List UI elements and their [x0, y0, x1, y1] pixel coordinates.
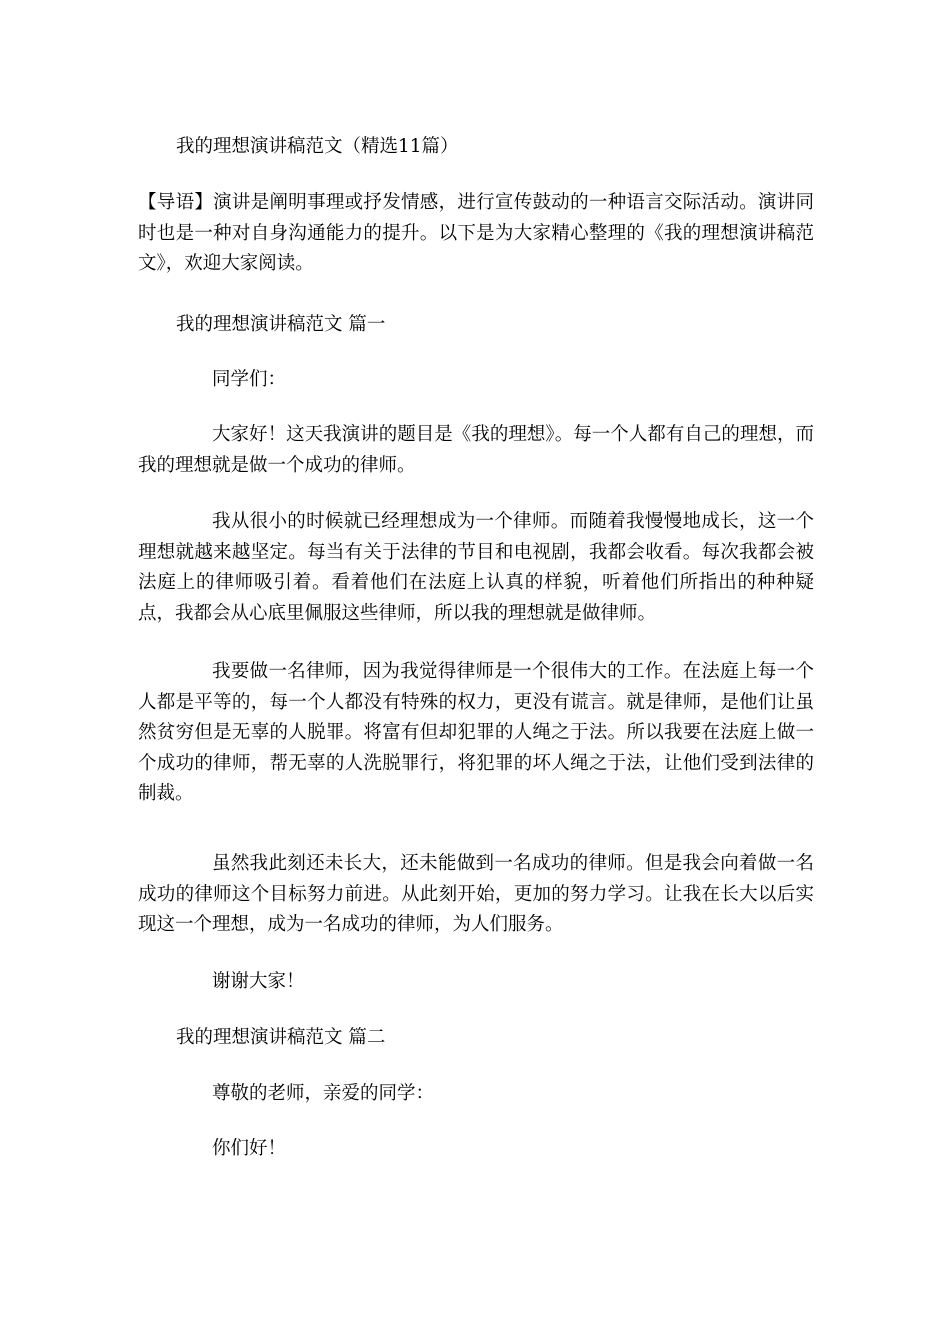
document-title: 我的理想演讲稿范文（精选11篇）: [176, 136, 459, 157]
body-paragraph: 大家好！这天我演讲的题目是《我的理想》。每一个人都有自己的理想，而我的理想就是做一个成功的律师。: [138, 424, 814, 476]
section-heading-2: 我的理想演讲稿范文 篇二: [176, 1027, 386, 1048]
salutation-1: 同学们：: [212, 369, 287, 390]
body-paragraph: 我从很小的时候就已经理想成为一个律师。而随着我慢慢地成长，这一个理想就越来越坚定。每当有关于法律的节目和电视剧，我都会收看。每次我都会被法庭上的律师吸引着。看着他们在法庭上认真的样貌，听着他们所指出的种种疑点，我都会从心底里佩服这些律师，所以我的理想就是做律师。: [138, 511, 814, 624]
body-paragraph: 虽然我此刻还未长大，还未能做到一名成功的律师。但是我会向着做一名成功的律师这个目标努力前进。从此刻开始，更加的努力学习。让我在长大以后实现这一个理想，成为一名成功的律师，为人们服务。: [138, 853, 814, 935]
intro-paragraph: 【导语】演讲是阐明事理或抒发情感，进行宣传鼓动的一种语言交际活动。演讲同时也是一种对自身沟通能力的提升。以下是为大家精心整理的《我的理想演讲稿范文》，欢迎大家阅读。: [138, 192, 814, 274]
body-paragraph: 我要做一名律师，因为我觉得律师是一个很伟大的工作。在法庭上每一个人都是平等的，每一个人都没有特殊的权力，更没有谎言。就是律师，是他们让虽然贫穷但是无辜的人脱罪。将富有但却犯罪的人绳之于法。所以我要在法庭上做一个成功的律师，帮无辜的人洗脱罪行，将犯罪的坏人绳之于法，让他们受到法律的制裁。: [138, 661, 814, 804]
section-heading-1: 我的理想演讲稿范文 篇一: [176, 314, 386, 335]
closing-line: 谢谢大家！: [212, 971, 305, 992]
salutation-2: 尊敬的老师，亲爱的同学：: [212, 1083, 435, 1104]
greeting-line: 你们好！: [212, 1138, 287, 1159]
